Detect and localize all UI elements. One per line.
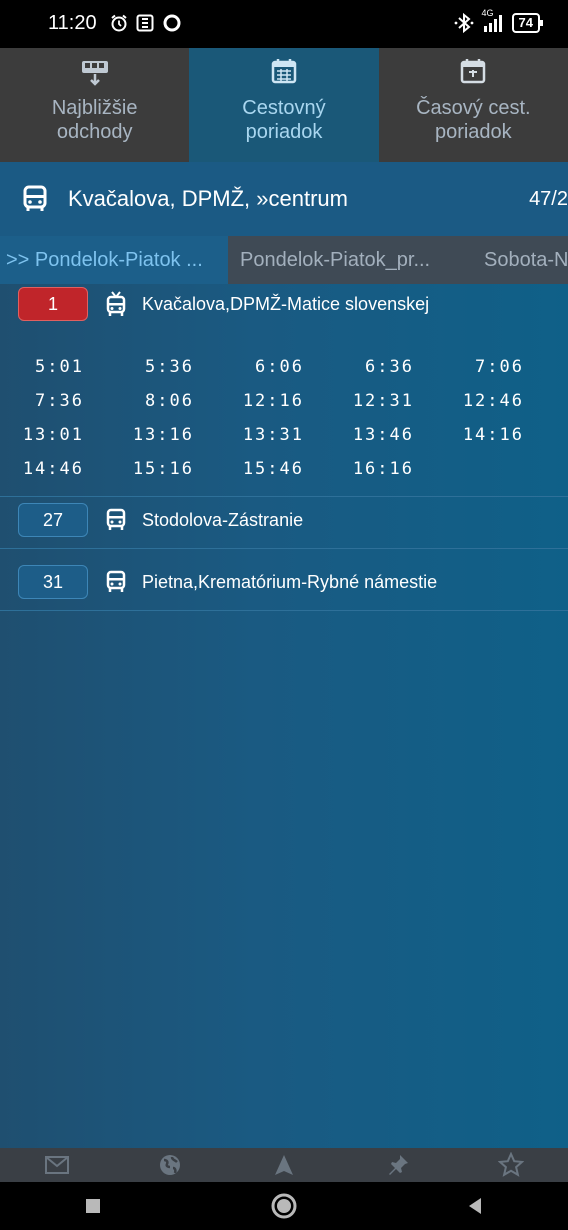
- line-number-badge[interactable]: 27: [18, 503, 88, 537]
- departure-time: 16:16: [352, 459, 414, 479]
- departure-time: 13:16: [132, 425, 194, 445]
- square-icon[interactable]: [83, 1196, 103, 1216]
- alarm-icon: [110, 14, 128, 32]
- status-time: 11:20: [48, 12, 97, 34]
- tab-nearest-departures[interactable]: [0, 48, 189, 162]
- stop-code: 47/2: [529, 187, 568, 210]
- bus-icon: [106, 508, 126, 532]
- bus-icon: [106, 570, 126, 594]
- tab-time-timetable[interactable]: [379, 48, 568, 162]
- network-type-label: 4G: [481, 8, 494, 18]
- stop-header[interactable]: [0, 162, 568, 237]
- tab-label-line2: poriadok: [245, 121, 323, 143]
- globe-icon[interactable]: [140, 1148, 200, 1182]
- stop-name: Kvačalova, DPMŽ, »centrum: [68, 186, 348, 211]
- home-circle-icon[interactable]: [269, 1191, 299, 1221]
- bus-stop-icon: [77, 58, 113, 86]
- tab-label-line1: Najbližšie: [51, 97, 138, 119]
- main-tabs: [0, 48, 568, 162]
- departure-time: 14:46: [22, 459, 84, 479]
- line-number-badge[interactable]: 31: [18, 565, 88, 599]
- tab-weekend[interactable]: Sobota-N: [484, 249, 568, 271]
- departure-time: 13:46: [352, 425, 414, 445]
- notification-e-icon: [136, 14, 154, 32]
- trolleybus-icon: [106, 291, 126, 317]
- departure-time: 8:06: [145, 391, 194, 411]
- back-triangle-icon[interactable]: [465, 1195, 485, 1217]
- tab-label-line2: odchody: [56, 121, 133, 143]
- bluetooth-icon: [454, 12, 474, 34]
- bottom-toolbar: [0, 1148, 568, 1182]
- pin-icon[interactable]: [368, 1148, 428, 1182]
- departure-time: 12:31: [352, 391, 414, 411]
- tab-weekday[interactable]: >> Pondelok-Piatok ...: [0, 236, 228, 284]
- calendar-clock-icon: [460, 58, 486, 86]
- departure-time: 6:06: [255, 357, 304, 377]
- line-destination: Kvačalova,DPMŽ-Matice slovenskej: [142, 293, 430, 314]
- signal-icon: [481, 8, 502, 32]
- departure-times: [0, 350, 568, 486]
- departure-time: 13:31: [242, 425, 304, 445]
- system-nav-bar: [0, 1182, 568, 1230]
- circle-o-icon: [162, 13, 182, 33]
- times-row: [0, 384, 568, 418]
- tab-timetable[interactable]: [189, 48, 378, 162]
- line-destination: Stodolova-Zástranie: [142, 509, 304, 530]
- departure-time: 13:01: [22, 425, 84, 445]
- times-row: [0, 418, 568, 452]
- times-row: [0, 452, 568, 486]
- tab-label-line2: poriadok: [434, 121, 512, 143]
- divider: [0, 548, 568, 549]
- times-row: [0, 350, 568, 384]
- line-number-badge[interactable]: 1: [18, 287, 88, 321]
- departure-time: 12:46: [462, 391, 524, 411]
- departure-time: 15:46: [242, 459, 304, 479]
- departure-time: 14:16: [462, 425, 524, 445]
- line-row-27[interactable]: [0, 500, 568, 540]
- departure-time: 5:36: [145, 357, 194, 377]
- line-destination: Pietna,Krematórium-Rybné námestie: [142, 571, 438, 592]
- line-row-31[interactable]: [0, 562, 568, 602]
- departure-time: 12:16: [242, 391, 304, 411]
- line-row-1[interactable]: [0, 284, 568, 324]
- divider: [0, 610, 568, 611]
- mail-icon[interactable]: [27, 1148, 87, 1182]
- star-icon[interactable]: [481, 1148, 541, 1182]
- departure-time: 7:36: [35, 391, 84, 411]
- bus-icon: [22, 185, 48, 213]
- tab-weekday-holiday[interactable]: Pondelok-Piatok_pr...: [240, 249, 431, 271]
- departure-time: 6:36: [365, 357, 414, 377]
- status-left-icons: [110, 13, 182, 33]
- navigation-icon[interactable]: [254, 1148, 314, 1182]
- status-right-icons: [454, 8, 540, 34]
- departure-time: 5:01: [35, 357, 84, 377]
- day-type-tabs: [0, 236, 568, 284]
- battery-indicator: 74: [512, 13, 540, 33]
- departure-time: 7:06: [475, 357, 524, 377]
- tab-label-line1: Časový cest.: [416, 97, 531, 119]
- tab-label-line1: Cestovný: [242, 97, 326, 119]
- divider: [0, 496, 568, 497]
- status-bar: [0, 0, 568, 48]
- departure-time: 15:16: [132, 459, 194, 479]
- calendar-icon: [271, 58, 297, 86]
